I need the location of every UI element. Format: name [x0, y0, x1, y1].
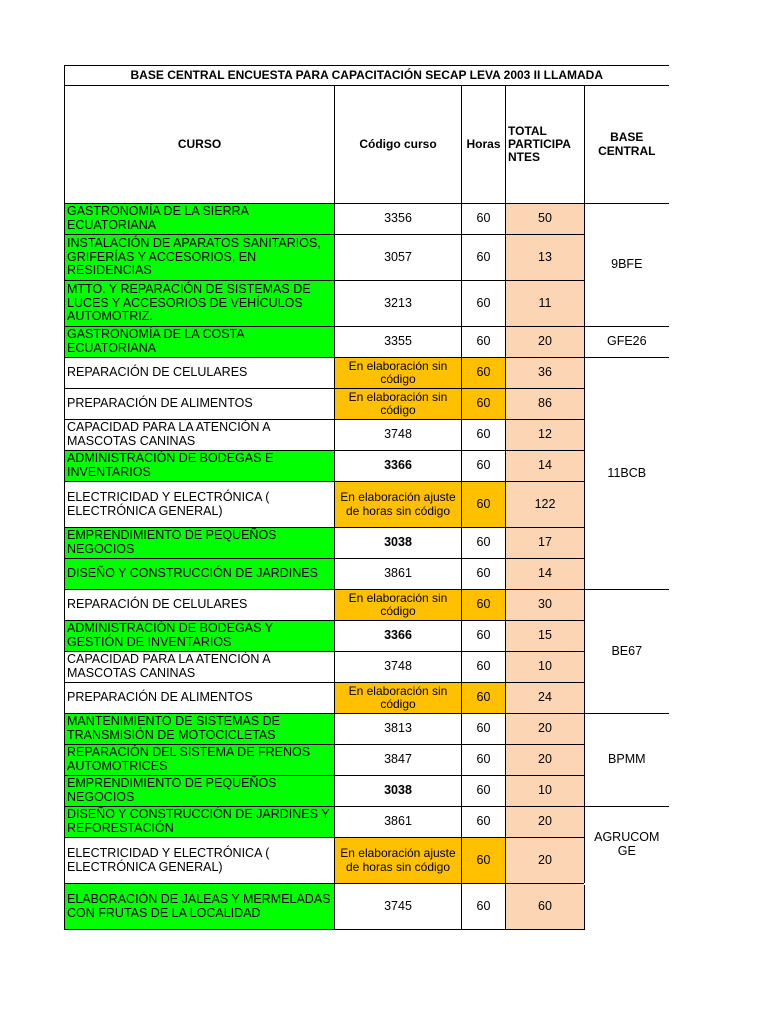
total-cell: 13	[506, 235, 585, 281]
codigo-cell: 3847	[335, 745, 462, 776]
total-cell: 30	[506, 590, 585, 621]
horas-cell: 60	[462, 204, 506, 235]
codigo-cell: 3861	[335, 807, 462, 838]
total-cell: 36	[506, 358, 585, 389]
codigo-cell: 3038	[335, 776, 462, 807]
curso-cell: INSTALACIÓN DE APARATOS SANITARIOS, GRIFERÍAS Y ACCESORIOS, EN RESIDENCIAS	[65, 235, 335, 281]
horas-cell: 60	[462, 327, 506, 358]
curso-cell: ADMINISTRACIÓN DE BODEGAS E INVENTARIOS	[65, 451, 335, 482]
curso-cell: REPARACIÓN DE CELULARES	[65, 358, 335, 389]
total-cell: 12	[506, 420, 585, 451]
total-cell: 122	[506, 482, 585, 528]
header-codigo: Código curso	[335, 86, 462, 204]
horas-cell: 60	[462, 281, 506, 327]
curso-cell: MANTENIMIENTO DE SISTEMAS DE TRANSMISIÓN DE MOTOCICLETAS	[65, 714, 335, 745]
total-cell: 60	[506, 884, 585, 930]
horas-cell: 60	[462, 528, 506, 559]
total-cell: 86	[506, 389, 585, 420]
header-total: TOTAL PARTICIPA NTES	[506, 86, 585, 204]
codigo-cell: En elaboración sin código	[335, 590, 462, 621]
total-cell: 14	[506, 559, 585, 590]
total-cell: 10	[506, 776, 585, 807]
total-cell: 20	[506, 714, 585, 745]
survey-table	[64, 65, 669, 930]
horas-cell: 60	[462, 683, 506, 714]
horas-cell: 60	[462, 838, 506, 884]
total-cell: 14	[506, 451, 585, 482]
curso-cell: GASTRONOMÍA DE LA COSTA ECUATORIANA	[65, 327, 335, 358]
curso-cell: ELABORACIÓN DE JALEAS Y MERMELADAS CON FRUTAS DE LA LOCALIDAD	[65, 884, 335, 930]
curso-cell: PREPARACIÓN DE ALIMENTOS	[65, 683, 335, 714]
total-cell: 10	[506, 652, 585, 683]
horas-cell: 60	[462, 559, 506, 590]
total-cell: 11	[506, 281, 585, 327]
codigo-cell: 3213	[335, 281, 462, 327]
horas-cell: 60	[462, 776, 506, 807]
codigo-cell: En elaboración sin código	[335, 389, 462, 420]
curso-cell: GASTRONOMÍA DE LA SIERRA ECUATORIANA	[65, 204, 335, 235]
curso-cell: EMPRENDIMIENTO DE PEQUEÑOS NEGOCIOS	[65, 528, 335, 559]
header-horas: Horas	[462, 86, 506, 204]
total-cell: 20	[506, 745, 585, 776]
curso-cell: PREPARACIÓN DE ALIMENTOS	[65, 389, 335, 420]
base-central-cell: 11BCB	[585, 358, 669, 590]
codigo-cell: 3745	[335, 884, 462, 930]
horas-cell: 60	[462, 590, 506, 621]
codigo-cell: 3057	[335, 235, 462, 281]
total-cell: 20	[506, 807, 585, 838]
horas-cell: 60	[462, 652, 506, 683]
codigo-cell: 3366	[335, 621, 462, 652]
horas-cell: 60	[462, 235, 506, 281]
curso-cell: EMPRENDIMIENTO DE PEQUEÑOS NEGOCIOS	[65, 776, 335, 807]
total-cell: 17	[506, 528, 585, 559]
codigo-cell: 3861	[335, 559, 462, 590]
codigo-cell: 3813	[335, 714, 462, 745]
horas-cell: 60	[462, 482, 506, 528]
curso-cell: DISEÑO Y CONSTRUCCIÓN DE JARDINES Y REFORESTACIÓN	[65, 807, 335, 838]
base-central-cell: GFE26	[585, 327, 669, 358]
total-cell: 24	[506, 683, 585, 714]
base-central-empty-cell	[585, 884, 669, 930]
codigo-cell: 3038	[335, 528, 462, 559]
curso-cell: REPARACIÓN DEL SISTEMA DE FRENOS AUTOMOTRICES	[65, 745, 335, 776]
codigo-cell: 3355	[335, 327, 462, 358]
curso-cell: ADMINISTRACIÓN DE BODEGAS Y GESTIÓN DE INVENTARIOS	[65, 621, 335, 652]
base-central-cell: BPMM	[585, 714, 669, 807]
codigo-cell: 3748	[335, 420, 462, 451]
codigo-cell: En elaboración ajuste de horas sin código	[335, 482, 462, 528]
base-central-cell: BE67	[585, 590, 669, 714]
codigo-cell: En elaboración sin código	[335, 683, 462, 714]
curso-cell: CAPACIDAD PARA LA ATENCIÓN A MASCOTAS CANINAS	[65, 652, 335, 683]
total-cell: 50	[506, 204, 585, 235]
horas-cell: 60	[462, 884, 506, 930]
codigo-cell: En elaboración ajuste de horas sin código	[335, 838, 462, 884]
horas-cell: 60	[462, 451, 506, 482]
codigo-cell: 3356	[335, 204, 462, 235]
curso-cell: ELECTRICIDAD Y ELECTRÓNICA ( ELECTRÓNICA GENERAL)	[65, 482, 335, 528]
codigo-cell: En elaboración sin código	[335, 358, 462, 389]
curso-cell: ELECTRICIDAD Y ELECTRÓNICA ( ELECTRÓNICA GENERAL)	[65, 838, 335, 884]
horas-cell: 60	[462, 807, 506, 838]
horas-cell: 60	[462, 714, 506, 745]
curso-cell: DISEÑO Y CONSTRUCCIÓN DE JARDINES	[65, 559, 335, 590]
horas-cell: 60	[462, 358, 506, 389]
codigo-cell: 3366	[335, 451, 462, 482]
horas-cell: 60	[462, 420, 506, 451]
header-curso: CURSO	[65, 86, 335, 204]
total-cell: 15	[506, 621, 585, 652]
codigo-cell: 3748	[335, 652, 462, 683]
horas-cell: 60	[462, 745, 506, 776]
horas-cell: 60	[462, 389, 506, 420]
base-central-cell: AGRUCOM GE	[585, 807, 669, 884]
total-cell: 20	[506, 838, 585, 884]
curso-cell: CAPACIDAD PARA LA ATENCIÓN A MASCOTAS CANINAS	[65, 420, 335, 451]
total-cell: 20	[506, 327, 585, 358]
base-central-cell: 9BFE	[585, 204, 669, 327]
curso-cell: REPARACIÓN DE CELULARES	[65, 590, 335, 621]
header-base: BASE CENTRAL	[585, 86, 669, 204]
horas-cell: 60	[462, 621, 506, 652]
table-title: BASE CENTRAL ENCUESTA PARA CAPACITACIÓN SECAP LEVA 2003 II LLAMADA	[65, 66, 669, 86]
curso-cell: MTTO. Y REPARACIÓN DE SISTEMAS DE LUCES Y ACCESORIOS DE VEHÍCULOS AUTOMOTRIZ.	[65, 281, 335, 327]
